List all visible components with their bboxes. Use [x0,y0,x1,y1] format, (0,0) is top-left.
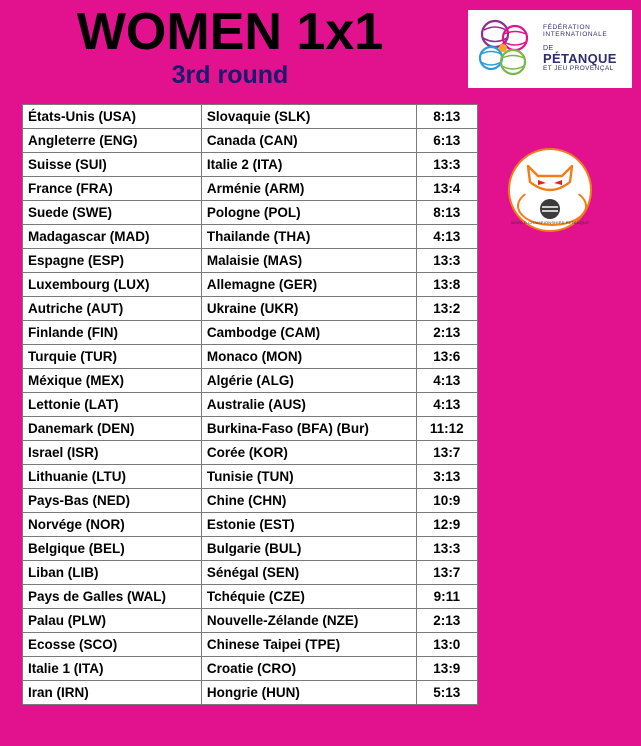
team-b-cell: Hongrie (HUN) [201,681,416,705]
team-a-cell: Pays de Galles (WAL) [23,585,202,609]
table-row [23,321,478,345]
fipjp-line-4: ET JEU PROVENÇAL [543,65,614,73]
results-table [22,104,478,705]
score-cell: 2:13 [416,609,477,633]
table-row [23,297,478,321]
team-a-cell: Israel (ISR) [23,441,202,465]
fipjp-line-3-main: PÉTANQUE [543,51,617,67]
team-a-cell: Liban (LIB) [23,561,202,585]
team-b-cell: Tchéquie (CZE) [201,585,416,609]
score-cell: 4:13 [416,369,477,393]
fipjp-line-1: FÉDÉRATION [543,24,591,32]
page-header [0,0,641,96]
score-cell: 13:3 [416,249,477,273]
team-a-cell: Ecosse (SCO) [23,633,202,657]
table-row [23,153,478,177]
team-a-cell: Méxique (MEX) [23,369,202,393]
table-row [23,489,478,513]
fipjp-boules-logo-icon [475,18,539,80]
score-cell: 10:9 [416,489,477,513]
score-cell: 11:12 [416,417,477,441]
score-cell: 13:7 [416,561,477,585]
team-a-cell: États-Unis (USA) [23,105,202,129]
score-cell: 9:11 [416,585,477,609]
table-row [23,513,478,537]
team-b-cell: Italie 2 (ITA) [201,153,416,177]
team-b-cell: Allemagne (GER) [201,273,416,297]
table-row [23,105,478,129]
team-b-cell: Chinese Taipei (TPE) [201,633,416,657]
fipjp-line-2: INTERNATIONALE [543,30,608,38]
team-a-cell: Turquie (TUR) [23,345,202,369]
table-row [23,249,478,273]
fipjp-line-3-prefix: DE [543,44,554,52]
table-row [23,441,478,465]
team-b-cell: Corée (KOR) [201,441,416,465]
team-b-cell: Algérie (ALG) [201,369,416,393]
team-a-cell: Lettonie (LAT) [23,393,202,417]
score-cell: 13:2 [416,297,477,321]
team-a-cell: Finlande (FIN) [23,321,202,345]
table-row [23,561,478,585]
event-logo [508,148,592,232]
team-a-cell: Espagne (ESP) [23,249,202,273]
team-b-cell: Chine (CHN) [201,489,416,513]
team-b-cell: Arménie (ARM) [201,177,416,201]
team-b-cell: Burkina-Faso (BFA) (Bur) [201,417,416,441]
fipjp-logo [468,10,632,88]
table-row [23,609,478,633]
page-subtitle: 3rd round [171,61,289,89]
score-cell: 13:6 [416,345,477,369]
score-cell: 6:13 [416,129,477,153]
title-block [0,4,460,90]
table-row [23,393,478,417]
team-b-cell: Canada (CAN) [201,129,416,153]
table-row [23,345,478,369]
score-cell: 2:13 [416,321,477,345]
team-a-cell: Angleterre (ENG) [23,129,202,153]
team-b-cell: Tunisie (TUN) [201,465,416,489]
page-title: WOMEN 1x1 [76,3,384,61]
results-table-body [23,105,478,705]
team-b-cell: Croatie (CRO) [201,657,416,681]
fipjp-wordmark [543,25,625,73]
table-row [23,681,478,705]
score-cell: 4:13 [416,225,477,249]
team-b-cell: Sénégal (SEN) [201,561,416,585]
team-b-cell: Monaco (MON) [201,345,416,369]
team-a-cell: Autriche (AUT) [23,297,202,321]
table-row [23,585,478,609]
score-cell: 12:9 [416,513,477,537]
score-cell: 13:0 [416,633,477,657]
team-b-cell: Thailande (THA) [201,225,416,249]
team-b-cell: Bulgarie (BUL) [201,537,416,561]
team-a-cell: Palau (PLW) [23,609,202,633]
team-b-cell: Australie (AUS) [201,393,416,417]
team-a-cell: France (FRA) [23,177,202,201]
score-cell: 13:8 [416,273,477,297]
score-cell: 13:3 [416,537,477,561]
score-cell: 4:13 [416,393,477,417]
team-a-cell: Norvége (NOR) [23,513,202,537]
score-cell: 8:13 [416,105,477,129]
team-b-cell: Nouvelle-Zélande (NZE) [201,609,416,633]
team-a-cell: Suisse (SUI) [23,153,202,177]
table-row [23,369,478,393]
team-a-cell: Italie 1 (ITA) [23,657,202,681]
fipjp-line-3 [543,39,625,66]
team-a-cell: Suede (SWE) [23,201,202,225]
team-b-cell: Estonie (EST) [201,513,416,537]
team-a-cell: Danemark (DEN) [23,417,202,441]
table-row [23,537,478,561]
score-cell: 3:13 [416,465,477,489]
score-cell: 5:13 [416,681,477,705]
score-cell: 8:13 [416,201,477,225]
table-row [23,129,478,153]
team-b-cell: Ukraine (UKR) [201,297,416,321]
score-cell: 13:9 [416,657,477,681]
team-b-cell: Slovaquie (SLK) [201,105,416,129]
team-a-cell: Pays-Bas (NED) [23,489,202,513]
table-row [23,657,478,681]
team-a-cell: Belgique (BEL) [23,537,202,561]
table-row [23,225,478,249]
team-a-cell: Luxembourg (LUX) [23,273,202,297]
table-row [23,417,478,441]
team-b-cell: Malaisie (MAS) [201,249,416,273]
table-row [23,465,478,489]
team-a-cell: Madagascar (MAD) [23,225,202,249]
team-b-cell: Cambodge (CAM) [201,321,416,345]
team-b-cell: Pologne (POL) [201,201,416,225]
table-row [23,201,478,225]
event-logo-caption: WORLD CHAMPIONSHIPS PETANQUE [511,220,589,225]
table-row [23,273,478,297]
score-cell: 13:3 [416,153,477,177]
score-cell: 13:7 [416,441,477,465]
team-a-cell: Lithuanie (LTU) [23,465,202,489]
table-row [23,633,478,657]
table-row [23,177,478,201]
team-a-cell: Iran (IRN) [23,681,202,705]
score-cell: 13:4 [416,177,477,201]
